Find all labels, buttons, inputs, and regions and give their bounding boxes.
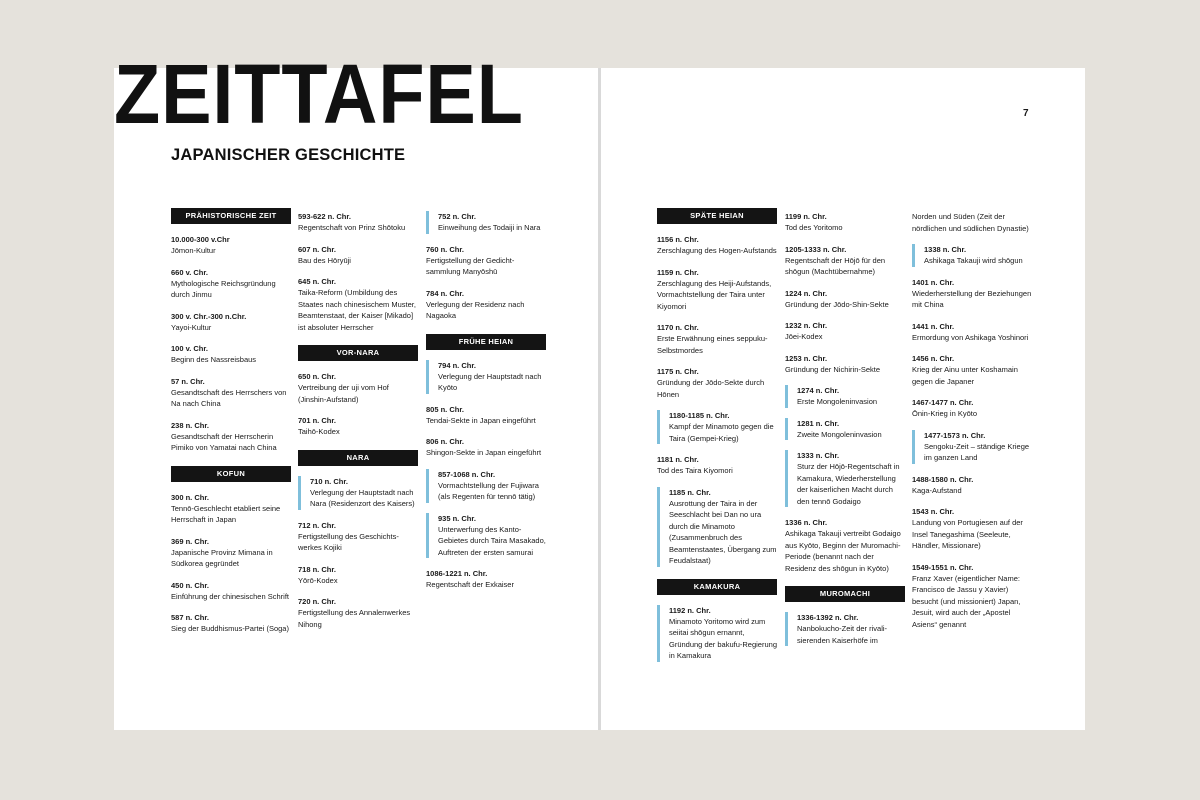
timeline-entry: [657, 410, 777, 444]
entry-date: 857-1068 n. Chr.: [438, 469, 496, 479]
timeline-entry: [171, 376, 291, 410]
entry-text: Tod des Taira Kiyomori: [657, 466, 733, 475]
entry-text: Gründung der Jōdo-Sekte durch Hōnen: [657, 378, 765, 399]
entry-date: 1274 n. Chr.: [797, 386, 840, 395]
entry-date: 1467-1477 n. Chr.: [912, 398, 974, 407]
entry-text: Fertigstellung des Geschichtswerkes Kojiki: [298, 531, 399, 552]
timeline-entry: [785, 353, 905, 376]
entry-text: Taihō-Kodex: [298, 427, 340, 436]
timeline-entry: [298, 371, 418, 405]
timeline-entry: [785, 418, 905, 441]
timeline-entry: [171, 580, 291, 603]
page-title: ZEITTAFEL: [114, 47, 524, 141]
entry-text: Erste Erwähnung eines seppuku-Selbstmordes: [657, 334, 768, 355]
entry-date: 1175 n. Chr.: [657, 367, 699, 376]
entry-date: 1441 n. Chr.: [912, 321, 955, 331]
timeline-column-4: [657, 208, 777, 672]
timeline-entry: [912, 211, 1032, 234]
entry-text: Vormachtstellung der Fujiwara (als Regenten für tennō tätig): [438, 480, 539, 501]
timeline-entry: [298, 520, 418, 554]
entry-text: Zweite Mongoleninvasion: [797, 429, 882, 439]
entry-text: Tendai-Sekte in Japan eingeführt: [426, 415, 536, 425]
era-header: MUROMACHI: [785, 586, 905, 602]
timeline-entry: [426, 513, 546, 559]
entry-text: Gesandtschaft des Herrschers von Na nach China: [171, 387, 287, 408]
timeline-entry: [785, 244, 905, 278]
entry-text: Sieg der Buddhismus-Partei (Soga): [171, 624, 289, 633]
timeline-entry: [298, 596, 418, 630]
entry-date: 794 n. Chr.: [438, 360, 476, 370]
entry-text: Kaga-Aufstand: [912, 485, 962, 495]
page-subtitle: JAPANISCHER GESCHICHTE: [171, 146, 406, 164]
timeline-entry: [657, 322, 777, 356]
timeline-column-6: [912, 211, 1032, 640]
entry-date: 10.000-300 v.Chr: [171, 235, 230, 244]
timeline-entry: [171, 234, 291, 257]
entry-date: 1185 n. Chr.: [669, 487, 711, 497]
entry-date: 1192 n. Chr.: [669, 605, 711, 615]
entry-text: Tod des Yoritomo: [785, 223, 843, 232]
timeline-entry: [298, 415, 418, 438]
timeline-entry: [912, 353, 1032, 387]
entry-text: Mythologische Reichsgründung durch Jinmu: [171, 278, 276, 299]
timeline-entry: [298, 476, 418, 510]
timeline-entry: [657, 605, 777, 662]
timeline-entry: [912, 562, 1032, 631]
entry-text: Ōnin-Krieg in Kyōto: [912, 409, 978, 418]
entry-text: Zerschlagung des Heiji-Aufstands, Vormachtstellung der Taira unter Kiyomori: [657, 278, 772, 311]
entry-text: Gründung der Jōdo-Shin-Sekte: [785, 299, 889, 309]
timeline-entry: [657, 454, 777, 477]
entry-date: 1477-1573 n. Chr.: [924, 430, 986, 440]
entry-text: Sturz der Hōjō-Regentschaft in Kamakura, Wiederherstellung der kaiserlichen Macht durch den tennō Godaigo: [797, 462, 900, 506]
timeline-entry: [785, 517, 905, 574]
entry-date: 1199 n. Chr.: [785, 212, 827, 221]
entry-date: 369 n. Chr.: [171, 536, 209, 546]
timeline-entry: [298, 211, 418, 234]
entry-date: 1336-1392 n. Chr.: [797, 613, 859, 622]
entry-text: Verlegung der Hauptstadt nach Nara (Residenzort des Kaisers): [310, 487, 415, 508]
timeline-entry: [657, 234, 777, 257]
era-header: KOFUN: [171, 466, 291, 482]
entry-text: Verlegung der Hauptstadt nach Kyōto: [438, 371, 542, 392]
timeline-entry: [426, 211, 546, 234]
timeline-entry: [171, 267, 291, 301]
entry-date: 806 n. Chr.: [426, 437, 464, 446]
entry-text: Einweihung des Todaiji in Nara: [438, 223, 541, 232]
timeline-entry: [912, 244, 1032, 267]
era-header: FRÜHE HEIAN: [426, 334, 546, 350]
entry-text: Landung von Portugiesen auf der Insel Tanegashima (Seeleute, Händler, Missionare): [912, 518, 1023, 550]
entry-text: Fertigstellung der Gedichtsammlung Manyōshū: [426, 255, 515, 276]
entry-text: Yayoi-Kultur: [171, 322, 212, 332]
timeline-entry: [912, 277, 1032, 311]
timeline-entry: [171, 343, 291, 366]
entry-text: Jōmon-Kultur: [171, 246, 216, 255]
entry-text: Zerschlagung des Hogen-Aufstands: [657, 246, 777, 255]
entry-text: Regentschaft der Hōjō für den shōgun (Machtübernahme): [785, 255, 886, 276]
timeline-column-5: [785, 211, 905, 656]
entry-date: 1281 n. Chr.: [797, 418, 840, 428]
entry-date: 784 n. Chr.: [426, 288, 464, 298]
entry-date: 1180-1185 n. Chr.: [669, 411, 730, 420]
entry-text: Regentschaft von Prinz Shōtoku: [298, 223, 406, 232]
entry-text: Ausrottung der Taira in der Seeschlacht bei Dan no ura durch die Minamoto (Zusammenbruch des Beamtenstaates, Übergang zum Feudalstaat): [669, 498, 777, 565]
era-header: SPÄTE HEIAN: [657, 208, 777, 224]
timeline-entry: [785, 288, 905, 311]
entry-text: Erste Mongoleninvasion: [797, 397, 878, 406]
era-header: VOR-NARA: [298, 345, 418, 361]
timeline-entry: [171, 536, 291, 570]
entry-date: 935 n. Chr.: [438, 513, 476, 523]
entry-date: 1232 n. Chr.: [785, 321, 828, 330]
timeline-entry: [171, 311, 291, 334]
entry-date: 607 n. Chr.: [298, 244, 336, 254]
entry-date: 805 n. Chr.: [426, 404, 464, 414]
entry-date: 720 n. Chr.: [298, 597, 336, 606]
timeline-entry: [912, 474, 1032, 497]
entry-date: 1549-1551 n. Chr.: [912, 562, 974, 572]
entry-text: Beginn des Nassreisbaus: [171, 355, 257, 364]
entry-date: 712 n. Chr.: [298, 520, 336, 530]
entry-text: Gesandtschaft der Herrscherin Pimiko von Yamatai nach China: [171, 431, 277, 452]
entry-text: Tennō-Geschlecht etabliert seine Herrschaft in Japan: [171, 503, 281, 524]
entry-date: 1181 n. Chr.: [657, 455, 699, 464]
entry-date: 1333 n. Chr.: [797, 451, 840, 460]
entry-date: 760 n. Chr.: [426, 244, 464, 254]
entry-date: 1170 n. Chr.: [657, 323, 699, 332]
entry-date: 660 v. Chr.: [171, 267, 208, 277]
entry-date: 1205-1333 n. Chr.: [785, 244, 847, 254]
timeline-entry: [785, 450, 905, 507]
timeline-entry: [298, 564, 418, 587]
entry-text: Regentschaft der Exkaiser: [426, 580, 514, 589]
entry-text: Ashikaga Takauji vertreibt Godaigo aus Kyōto, Beginn der Muromachi-Periode (benannt nach der Residenz des shōgun in Kyōto): [785, 529, 901, 573]
entry-date: 1338 n. Chr.: [924, 245, 967, 254]
timeline-entry: [785, 320, 905, 343]
era-header: KAMAKURA: [657, 579, 777, 595]
entry-date: 1159 n. Chr.: [657, 267, 699, 277]
entry-date: 1224 n. Chr.: [785, 288, 828, 298]
entry-date: 450 n. Chr.: [171, 580, 209, 590]
timeline-entry: [426, 244, 546, 278]
entry-date: 1543 n. Chr.: [912, 507, 955, 516]
entry-text: Japanische Provinz Mimana in Südkorea gegründet: [171, 547, 273, 568]
timeline-entry: [171, 420, 291, 454]
entry-date: 752 n. Chr.: [438, 212, 476, 221]
entry-text: Jōei-Kodex: [785, 332, 823, 341]
timeline-column-2: [298, 211, 418, 640]
entry-text: Krieg der Ainu unter Koshamain gegen die Japaner: [912, 365, 1018, 386]
entry-date: 238 n. Chr.: [171, 420, 209, 430]
timeline-entry: [785, 211, 905, 234]
entry-date: 650 n. Chr.: [298, 372, 336, 381]
entry-text: Minamoto Yoritomo wird zum seiitai shōgun ernannt, Gründung der bakufu-Regierung in Kamakura: [669, 616, 777, 660]
timeline-entry: [912, 430, 1032, 464]
timeline-entry: [426, 469, 546, 503]
timeline-entry: [426, 288, 546, 322]
timeline-entry: [657, 267, 777, 313]
entry-date: 718 n. Chr.: [298, 564, 336, 574]
timeline-entry: [912, 397, 1032, 420]
timeline-entry: [912, 321, 1032, 344]
entry-date: 300 n. Chr.: [171, 492, 209, 502]
entry-date: 1086-1221 n. Chr.: [426, 569, 488, 578]
entry-date: 701 n. Chr.: [298, 416, 336, 425]
entry-date: 1336 n. Chr.: [785, 518, 828, 527]
entry-date: 1456 n. Chr.: [912, 354, 955, 363]
timeline-entry: [785, 385, 905, 408]
entry-text: Verlegung der Residenz nach Nagaoka: [426, 299, 525, 320]
entry-date: 1401 n. Chr.: [912, 277, 955, 287]
entry-text: Shingon-Sekte in Japan eingeführt: [426, 448, 542, 457]
timeline-entry: [657, 487, 777, 567]
entry-text: Norden und Süden (Zeit der nördlichen und südlichen Dynastie): [912, 212, 1029, 233]
entry-date: 587 n. Chr.: [171, 613, 209, 622]
entry-text: Einführung der chinesischen Schrift: [171, 591, 289, 601]
entry-text: Ermordung von Ashikaga Yoshinori: [912, 332, 1029, 342]
entry-text: Franz Xaver (eigentlicher Name: Francisco de Jassu y Xavier) besucht (und missioniert) Japan, Jesuit, wird auch der „Apostel Asiens“ genannt: [912, 573, 1021, 629]
timeline-entry: [912, 506, 1032, 552]
timeline-entry: [785, 612, 905, 646]
entry-text: Yōrō-Kodex: [298, 575, 338, 585]
timeline-entry: [657, 366, 777, 400]
timeline-entry: [426, 360, 546, 394]
era-header: PRÄHISTORISCHE ZEIT: [171, 208, 291, 224]
timeline-entry: [171, 612, 291, 635]
timeline-entry: [171, 492, 291, 526]
entry-date: 1156 n. Chr.: [657, 235, 699, 244]
timeline-column-3: [426, 211, 546, 601]
entry-text: Taika-Reform (Umbildung des Staates nach chinesischem Muster, Beamtenstaat, der Kaiser [Mikado] ist absoluter Herrscher: [298, 288, 416, 332]
entry-date: 645 n. Chr.: [298, 277, 336, 286]
entry-date: 57 n. Chr.: [171, 376, 205, 386]
entry-date: 1488-1580 n. Chr.: [912, 474, 974, 484]
book-gutter: [598, 68, 601, 730]
entry-text: Gründung der Nichirin-Sekte: [785, 364, 881, 374]
entry-text: Sengoku-Zeit – ständige Kriege im ganzen Land: [924, 441, 1030, 462]
entry-text: Kampf der Minamoto gegen die Taira (Gempei-Krieg): [669, 422, 774, 443]
era-header: NARA: [298, 450, 418, 466]
entry-text: Nanbokucho-Zeit der rivalisierenden Kaiserhöfe im: [797, 624, 888, 645]
timeline-entry: [298, 244, 418, 267]
timeline-entry: [426, 436, 546, 459]
entry-text: Wiederherstellung der Beziehungen mit China: [912, 288, 1032, 309]
timeline-entry: [426, 404, 546, 427]
entry-text: Unterwerfung des Kanto-Gebietes durch Taira Masakado, Auftreten der ersten samurai: [438, 524, 546, 557]
entry-date: 710 n. Chr.: [310, 476, 348, 486]
timeline-entry: [298, 276, 418, 333]
timeline-entry: [426, 568, 546, 591]
entry-date: 300 v. Chr.-300 n.Chr.: [171, 311, 247, 321]
page-number: 7: [1023, 108, 1029, 119]
entry-date: 593-622 n. Chr.: [298, 212, 351, 221]
entry-date: 100 v. Chr.: [171, 344, 208, 353]
entry-text: Ashikaga Takauji wird shōgun: [924, 256, 1023, 265]
timeline-column-1: [171, 208, 291, 645]
entry-text: Fertigstellung des Annalenwerkes Nihong: [298, 608, 411, 629]
entry-date: 1253 n. Chr.: [785, 353, 828, 363]
entry-text: Bau des Hōryūji: [298, 255, 351, 265]
entry-text: Vertreibung der uji vom Hof (Jinshin-Aufstand): [298, 383, 389, 404]
